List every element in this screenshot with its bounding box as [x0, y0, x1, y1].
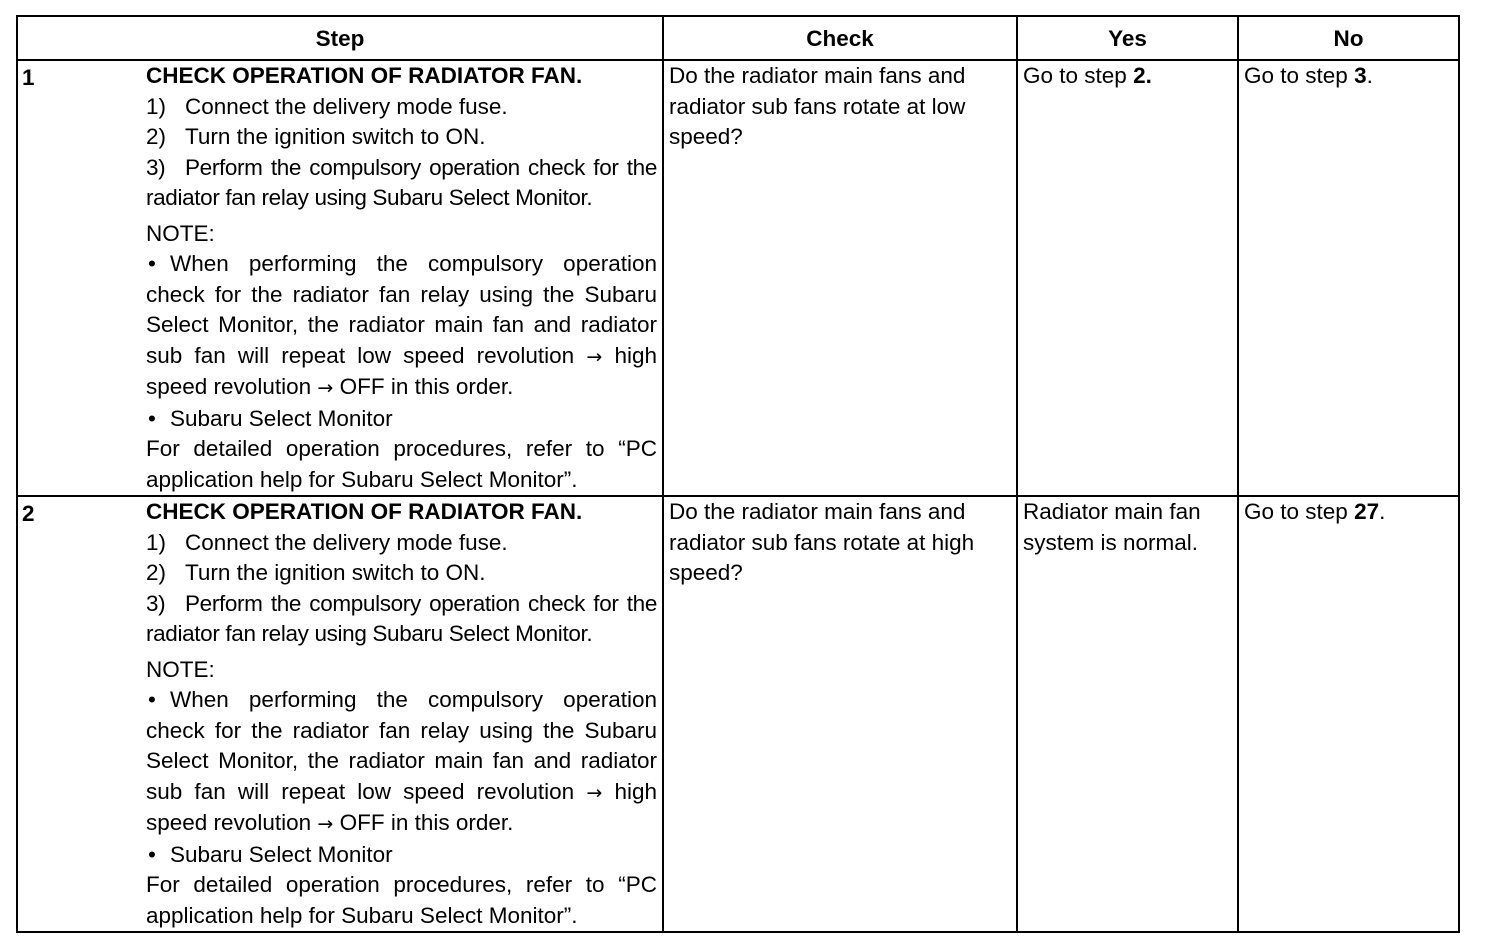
check-cell: Do the radiator main fans and radiator sub fans rotate at low speed? — [663, 60, 1017, 496]
note-bullet: • Subaru Select Monitor — [146, 404, 657, 435]
bullet-icon: • — [148, 687, 156, 712]
note-label: NOTE: — [146, 220, 215, 246]
bullet-icon: • — [148, 841, 156, 867]
yes-step-ref: 2. — [1133, 63, 1152, 88]
step-title: CHECK OPERATION OF RADIATOR FAN. — [146, 499, 583, 524]
check-cell: Do the radiator main fans and radiator sub fans rotate at high speed? — [663, 496, 1017, 932]
bullet-icon: • — [148, 405, 156, 431]
arrow-right-icon: → — [317, 813, 334, 835]
substep-item: 3) Perform the compulsory operation check for the radiator fan relay using Subaru Select Monitor. — [146, 590, 657, 646]
no-step-ref: 3 — [1354, 63, 1367, 88]
step-cell — [17, 496, 663, 932]
note-label: NOTE: — [146, 656, 215, 682]
header-check: Check — [663, 16, 1017, 60]
step-cell — [17, 60, 663, 496]
step-title: CHECK OPERATION OF RADIATOR FAN. — [146, 63, 583, 88]
table-header-row — [17, 16, 1459, 60]
substep-item: 1) Connect the delivery mode fuse. — [146, 93, 508, 119]
header-step: Step — [17, 16, 663, 60]
no-cell: Go to step 3. — [1238, 60, 1459, 496]
arrow-right-icon: → — [317, 377, 334, 399]
note-bullet: • Subaru Select Monitor — [146, 840, 657, 871]
diagnostic-procedure-page — [16, 15, 1458, 933]
table-row — [17, 496, 1459, 932]
step-number: 2 — [22, 501, 35, 526]
substep-item: 2) Turn the ignition switch to ON. — [146, 124, 486, 149]
substep-item: 3) Perform the compulsory operation check for the radiator fan relay using Subaru Select Monitor. — [146, 154, 657, 210]
note-detail: For detailed operation procedures, refer to “PC application help for Subaru Select Monitor”. — [146, 872, 657, 928]
diagnostic-table — [16, 15, 1460, 933]
header-yes: Yes — [1017, 16, 1238, 60]
no-step-ref: 27 — [1354, 499, 1380, 524]
note-bullet: • When performing the compulsory operation check for the radiator fan relay using the Subaru Select Monitor, the radiator main fan and radiator sub fan will repeat low speed revolution → high speed revolution → OFF in this order. — [146, 687, 657, 835]
arrow-right-icon: → — [586, 781, 603, 804]
step-number: 1 — [22, 65, 35, 90]
header-no: No — [1238, 16, 1459, 60]
arrow-right-icon: → — [586, 345, 603, 368]
note-bullet: • When performing the compulsory operation check for the radiator fan relay using the Subaru Select Monitor, the radiator main fan and radiator sub fan will repeat low speed revolution → high speed revolution → OFF in this order. — [146, 251, 657, 399]
table-row — [17, 60, 1459, 496]
yes-cell: Go to step 2. — [1017, 60, 1238, 496]
substep-item: 1) Connect the delivery mode fuse. — [146, 529, 508, 555]
yes-cell: Radiator main fan system is normal. — [1017, 496, 1238, 932]
substep-item: 2) Turn the ignition switch to ON. — [146, 560, 486, 585]
no-cell: Go to step 27. — [1238, 496, 1459, 932]
bullet-icon: • — [148, 251, 156, 276]
note-detail: For detailed operation procedures, refer to “PC application help for Subaru Select Monitor”. — [146, 436, 657, 492]
